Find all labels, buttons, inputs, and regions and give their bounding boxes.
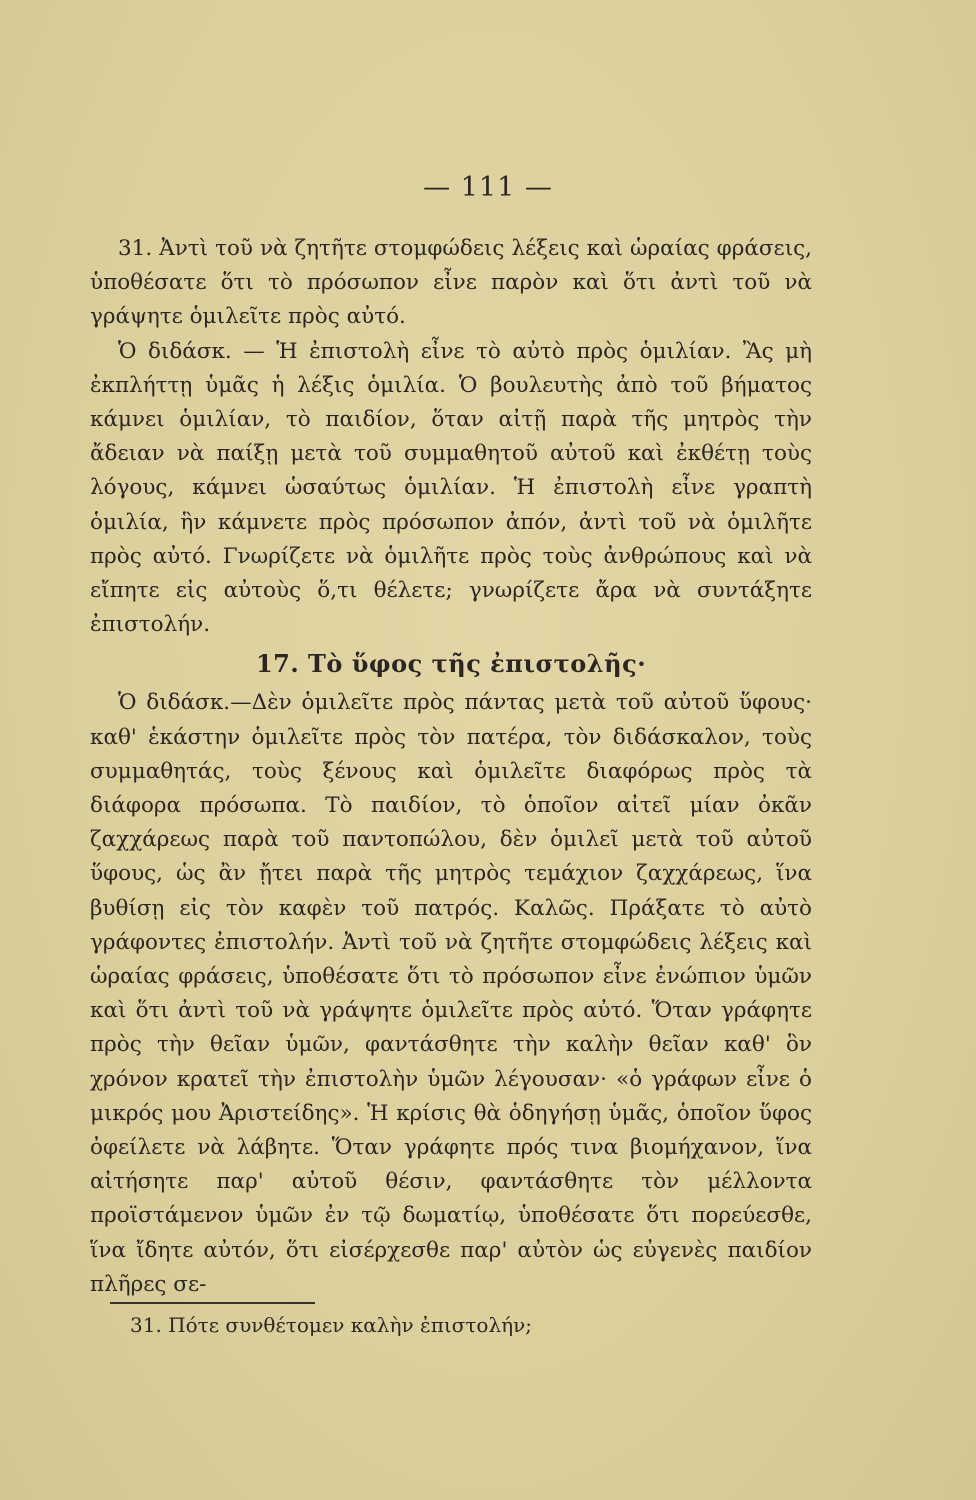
footnote-divider [110,1302,315,1304]
section-heading: 17. Τὸ ὕφος τῆς ἐπιστολῆς· [255,649,647,679]
footnote: 31. Πότε συνθέτομεν καλὴν ἐπιστολήν; [130,1313,532,1337]
page-number: — 111 — [423,172,553,203]
paragraph-31: 31. Ἀντὶ τοῦ νὰ ζητῆτε στομφώδεις λέξεις καὶ ὡραίας φράσεις, ὑποθέσατε ὅτι τὸ πρόσωπον εἶνε παρὸν καὶ ὅτι ἀντὶ τοῦ νὰ γράψητε ὁμιλεῖτε πρὸς αὐτό. [90,236,812,330]
paragraph-teacher-style: Ὁ διδάσκ.—Δὲν ὁμιλεῖτε πρὸς πάντας μετὰ τοῦ αὐτοῦ ὕφους· καθ' ἑκάστην ὁμιλεῖτε πρὸς τὸν πατέρα, τὸν διδάσκαλον, τοὺς συμμαθητάς, τοὺς ξένους καὶ ὁμιλεῖτε διαφόρως πρὸς τὰ διάφορα πρόσωπα. Τὸ παιδίον, τὸ ὁποῖον αἰτεῖ μίαν ὀκᾶν ζαχχάρεως παρὰ τοῦ παντοπώλου, δὲν ὁμιλεῖ μετὰ τοῦ αὐτοῦ ὕφους, ὡς ἂν ᾔτει παρὰ τῆς μητρὸς τεμάχιον ζαχχάρεως, ἵνα βυθίσῃ εἰς τὸν καφὲν τοῦ πατρός. Καλῶς. Πράξατε τὸ αὐτὸ γράφοντες ἐπιστολήν. Ἀντὶ τοῦ νὰ ζητῆτε στομφώδεις λέξεις καὶ ὡραίας φράσεις, ὑποθέσατε ὅτι τὸ πρόσωπον εἶνε ἐνώπιον ὑμῶν καὶ ὅτι ἀντὶ τοῦ νὰ γράψητε ὁμιλεῖτε πρὸς αὐτό. Ὅταν γράφητε πρὸς τὴν θεῖαν ὑμῶν, φαντάσθητε τὴν καλὴν θεῖαν καθ' ὃν χρόνον κρατεῖ τὴν ἐπιστολὴν ὑμῶν λέγουσαν· «ὁ γράφων εἶνε ὁ μικρός μου Ἀριστείδης». Ἡ κρίσις θὰ ὁδηγήσῃ ὑμᾶς, ὁποῖον ὕφος ὀφείλετε νὰ λάβητε. Ὅταν γράφητε πρός τινα βιομήχανον, ἵνα αἰτήσητε παρ' αὐτοῦ θέσιν, φαντάσθητε τὸν μέλλοντα προϊστάμενον ὑμῶν ἐν τῷ δωματίῳ, ὑποθέσατε ὅτι πορεύεσθε, ἵνα ἴδητε αὐτόν, ὅτι εἰσέρχεσθε παρ' αὐτὸν ὡς εὐγενὲς παιδίον πλῆρες σε- [90,690,812,1297]
page-body [90,232,812,1302]
paragraph-teacher-letter: Ὁ διδάσκ. — Ἡ ἐπιστολὴ εἶνε τὸ αὐτὸ πρὸς ὁμιλίαν. Ἂς μὴ ἐκπλήττῃ ὑμᾶς ἡ λέξις ὁμιλία. Ὁ βουλευτὴς ἀπὸ τοῦ βήματος κάμνει ὁμιλίαν, τὸ παιδίον, ὅταν αἰτῇ παρὰ τῆς μητρὸς τὴν ἄδειαν νὰ παίξῃ μετὰ τοῦ συμμαθητοῦ αὐτοῦ καὶ ἐκθέτῃ τοὺς λόγους, κάμνει ὡσαύτως ὁμιλίαν. Ἡ ἐπιστολὴ εἶνε γραπτὴ ὁμιλία, ἣν κάμνετε πρὸς πρόσωπον ἀπόν, ἀντὶ τοῦ νὰ ὁμιλῆτε πρὸς αὐτό. Γνωρίζετε νὰ ὁμιλῆτε πρὸς τοὺς ἀνθρώπους καὶ νὰ εἴπητε εἰς αὐτοὺς ὅ,τι θέλετε; γνωρίζετε ἄρα νὰ συντάξητε ἐπιστολήν. [90,338,812,638]
